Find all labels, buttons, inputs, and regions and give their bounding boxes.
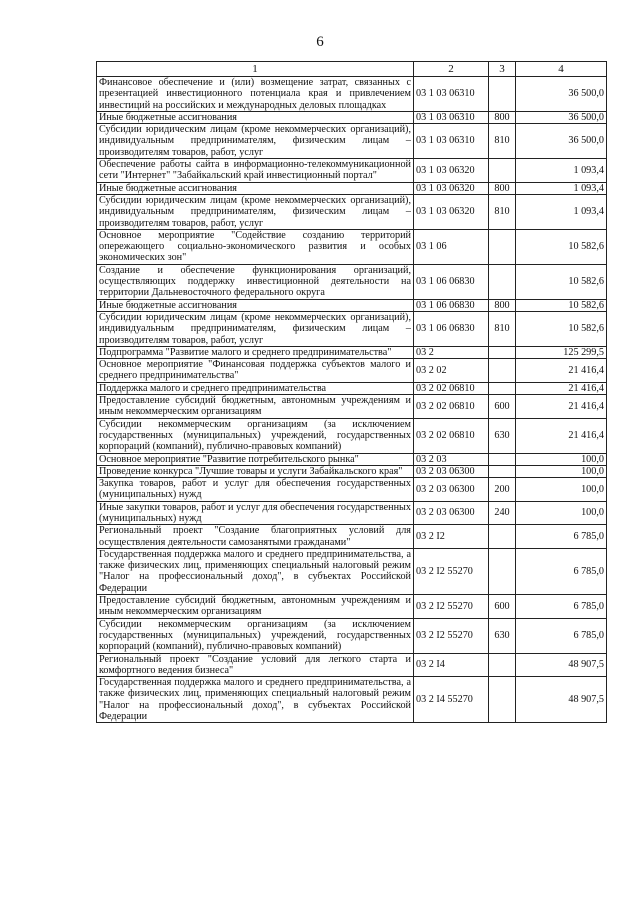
row-vr-cell [489,77,516,112]
row-name-cell: Основное мероприятие "Финансовая поддержка субъектов малого и среднего предпринимательства" [97,359,414,383]
row-code-cell: 03 1 06 06830 [414,299,489,311]
row-name-cell: Поддержка малого и среднего предпринимательства [97,382,414,394]
table-row [97,395,607,419]
table-row [97,194,607,229]
row-amount-cell: 21 416,4 [516,418,607,453]
row-name-cell: Субсидии некоммерческим организациям (за исключением государственных (муниципальных) учреждений, государственных корпораций (компаний), публично-правовых компаний) [97,418,414,453]
row-name-cell: Иные бюджетные ассигнования [97,182,414,194]
table-row [97,346,607,358]
row-vr-cell: 630 [489,418,516,453]
row-code-cell: 03 1 03 06310 [414,124,489,159]
row-code-cell: 03 2 03 06300 [414,501,489,525]
row-name-cell: Субсидии юридическим лицам (кроме некоммерческих организаций), индивидуальным предпринимателям, физическим лицам – производителям товаров, работ, услуг [97,194,414,229]
table-row [97,548,607,594]
row-amount-cell: 10 582,6 [516,299,607,311]
row-vr-cell [489,264,516,299]
row-name-cell: Субсидии юридическим лицам (кроме некоммерческих организаций), индивидуальным предпринимателям, физическим лицам – производителям товаров, работ, услуг [97,311,414,346]
row-name-cell: Подпрограмма "Развитие малого и среднего предпринимательства" [97,346,414,358]
row-amount-cell: 48 907,5 [516,653,607,677]
row-vr-cell: 200 [489,478,516,502]
row-amount-cell: 10 582,6 [516,311,607,346]
row-amount-cell: 1 093,4 [516,159,607,183]
budget-table [96,61,607,723]
row-name-cell: Основное мероприятие "Содействие созданию территорий опережающего социально-экономического развития и особых экономических зон" [97,229,414,264]
table-row [97,264,607,299]
row-vr-cell [489,548,516,594]
row-amount-cell: 6 785,0 [516,548,607,594]
row-amount-cell: 125 299,5 [516,346,607,358]
row-name-cell: Проведение конкурса "Лучшие товары и услуги Забайкальского края" [97,465,414,477]
row-amount-cell: 36 500,0 [516,111,607,123]
row-amount-cell: 6 785,0 [516,595,607,619]
page-number: 6 [316,34,324,50]
row-code-cell: 03 2 02 06810 [414,395,489,419]
row-code-cell: 03 1 06 06830 [414,264,489,299]
row-amount-cell: 21 416,4 [516,382,607,394]
row-code-cell: 03 1 03 06320 [414,159,489,183]
row-vr-cell [489,346,516,358]
column-header-type: 3 [489,62,516,77]
table-row [97,595,607,619]
row-name-cell: Иные закупки товаров, работ и услуг для обеспечения государственных (муниципальных) нужд [97,501,414,525]
column-header-name: 1 [97,62,414,77]
row-amount-cell: 100,0 [516,465,607,477]
row-name-cell: Государственная поддержка малого и среднего предпринимательства, а также физических лиц, применяющих специальный налоговый режим "Налог на профессиональный доход", в субъектах Российской Федерации [97,677,414,723]
row-amount-cell: 6 785,0 [516,525,607,549]
row-vr-cell: 240 [489,501,516,525]
row-vr-cell [489,382,516,394]
table-row [97,77,607,112]
row-name-cell: Региональный проект "Создание условий для легкого старта и комфортного ведения бизнеса" [97,653,414,677]
table-row [97,359,607,383]
table-row [97,618,607,653]
row-name-cell: Субсидии некоммерческим организациям (за исключением государственных (муниципальных) учреждений, государственных корпораций (компаний), публично-правовых компаний) [97,618,414,653]
row-vr-cell [489,653,516,677]
row-code-cell: 03 2 03 06300 [414,465,489,477]
table-row [97,311,607,346]
row-vr-cell [489,465,516,477]
table-row [97,525,607,549]
table-row [97,465,607,477]
row-code-cell: 03 2 I2 55270 [414,618,489,653]
row-amount-cell: 6 785,0 [516,618,607,653]
row-name-cell: Субсидии юридическим лицам (кроме некоммерческих организаций), индивидуальным предпринимателям, физическим лицам – производителям товаров, работ, услуг [97,124,414,159]
column-header-code: 2 [414,62,489,77]
row-code-cell: 03 1 06 06830 [414,311,489,346]
table-row [97,653,607,677]
row-code-cell: 03 1 03 06310 [414,77,489,112]
row-vr-cell: 800 [489,299,516,311]
row-vr-cell: 800 [489,182,516,194]
row-code-cell: 03 2 I2 55270 [414,548,489,594]
row-amount-cell: 100,0 [516,501,607,525]
row-amount-cell: 48 907,5 [516,677,607,723]
row-name-cell: Закупка товаров, работ и услуг для обеспечения государственных (муниципальных) нужд [97,478,414,502]
row-code-cell: 03 2 [414,346,489,358]
row-name-cell: Предоставление субсидий бюджетным, автономным учреждениям и иным некоммерческим организациям [97,595,414,619]
row-vr-cell: 800 [489,111,516,123]
row-amount-cell: 100,0 [516,478,607,502]
table-row [97,478,607,502]
row-vr-cell [489,525,516,549]
table-row [97,453,607,465]
table-row [97,124,607,159]
row-code-cell: 03 2 I4 [414,653,489,677]
row-code-cell: 03 2 I2 [414,525,489,549]
row-code-cell: 03 2 02 06810 [414,418,489,453]
row-vr-cell: 810 [489,124,516,159]
row-name-cell: Иные бюджетные ассигнования [97,111,414,123]
row-code-cell: 03 2 I4 55270 [414,677,489,723]
row-amount-cell: 10 582,6 [516,229,607,264]
row-name-cell: Предоставление субсидий бюджетным, автономным учреждениям и иным некоммерческим организациям [97,395,414,419]
row-vr-cell: 810 [489,194,516,229]
row-vr-cell: 600 [489,395,516,419]
row-code-cell: 03 1 03 06320 [414,182,489,194]
row-code-cell: 03 1 06 [414,229,489,264]
row-name-cell: Создание и обеспечение функционирования организаций, осуществляющих поддержку инвестиционной деятельности на территории Дальневосточного федерального округа [97,264,414,299]
row-amount-cell: 36 500,0 [516,124,607,159]
table-row [97,182,607,194]
row-vr-cell: 810 [489,311,516,346]
row-name-cell: Региональный проект "Создание благоприятных условий для осуществления деятельности самозанятыми гражданами" [97,525,414,549]
table-body [97,77,607,723]
table-row [97,159,607,183]
header-row [97,62,607,77]
row-vr-cell [489,453,516,465]
row-name-cell: Иные бюджетные ассигнования [97,299,414,311]
row-vr-cell [489,229,516,264]
row-vr-cell [489,677,516,723]
row-code-cell: 03 2 I2 55270 [414,595,489,619]
row-code-cell: 03 2 03 [414,453,489,465]
column-header-amount: 4 [516,62,607,77]
row-name-cell: Основное мероприятие "Развитие потребительского рынка" [97,453,414,465]
table-row [97,418,607,453]
row-amount-cell: 1 093,4 [516,182,607,194]
row-amount-cell: 21 416,4 [516,395,607,419]
row-code-cell: 03 1 03 06320 [414,194,489,229]
row-code-cell: 03 1 03 06310 [414,111,489,123]
row-amount-cell: 100,0 [516,453,607,465]
row-vr-cell [489,159,516,183]
row-code-cell: 03 2 02 06810 [414,382,489,394]
table-row [97,677,607,723]
row-name-cell: Обеспечение работы сайта в информационно-телекоммуникационной сети "Интернет" "Забайкальский край инвестиционный портал" [97,159,414,183]
table-row [97,299,607,311]
row-amount-cell: 1 093,4 [516,194,607,229]
row-name-cell: Финансовое обеспечение и (или) возмещение затрат, связанных с презентацией инвестиционного потенциала края и привлечением инвестиций на российских и международных деловых площадках [97,77,414,112]
row-amount-cell: 21 416,4 [516,359,607,383]
row-amount-cell: 36 500,0 [516,77,607,112]
table-row [97,111,607,123]
row-code-cell: 03 2 03 06300 [414,478,489,502]
row-amount-cell: 10 582,6 [516,264,607,299]
row-vr-cell: 600 [489,595,516,619]
table-row [97,382,607,394]
row-vr-cell [489,359,516,383]
row-vr-cell: 630 [489,618,516,653]
table-row [97,229,607,264]
table-row [97,501,607,525]
row-code-cell: 03 2 02 [414,359,489,383]
row-name-cell: Государственная поддержка малого и среднего предпринимательства, а также физических лиц, применяющих специальный налоговый режим "Налог на профессиональный доход", в субъектах Российской Федерации [97,548,414,594]
